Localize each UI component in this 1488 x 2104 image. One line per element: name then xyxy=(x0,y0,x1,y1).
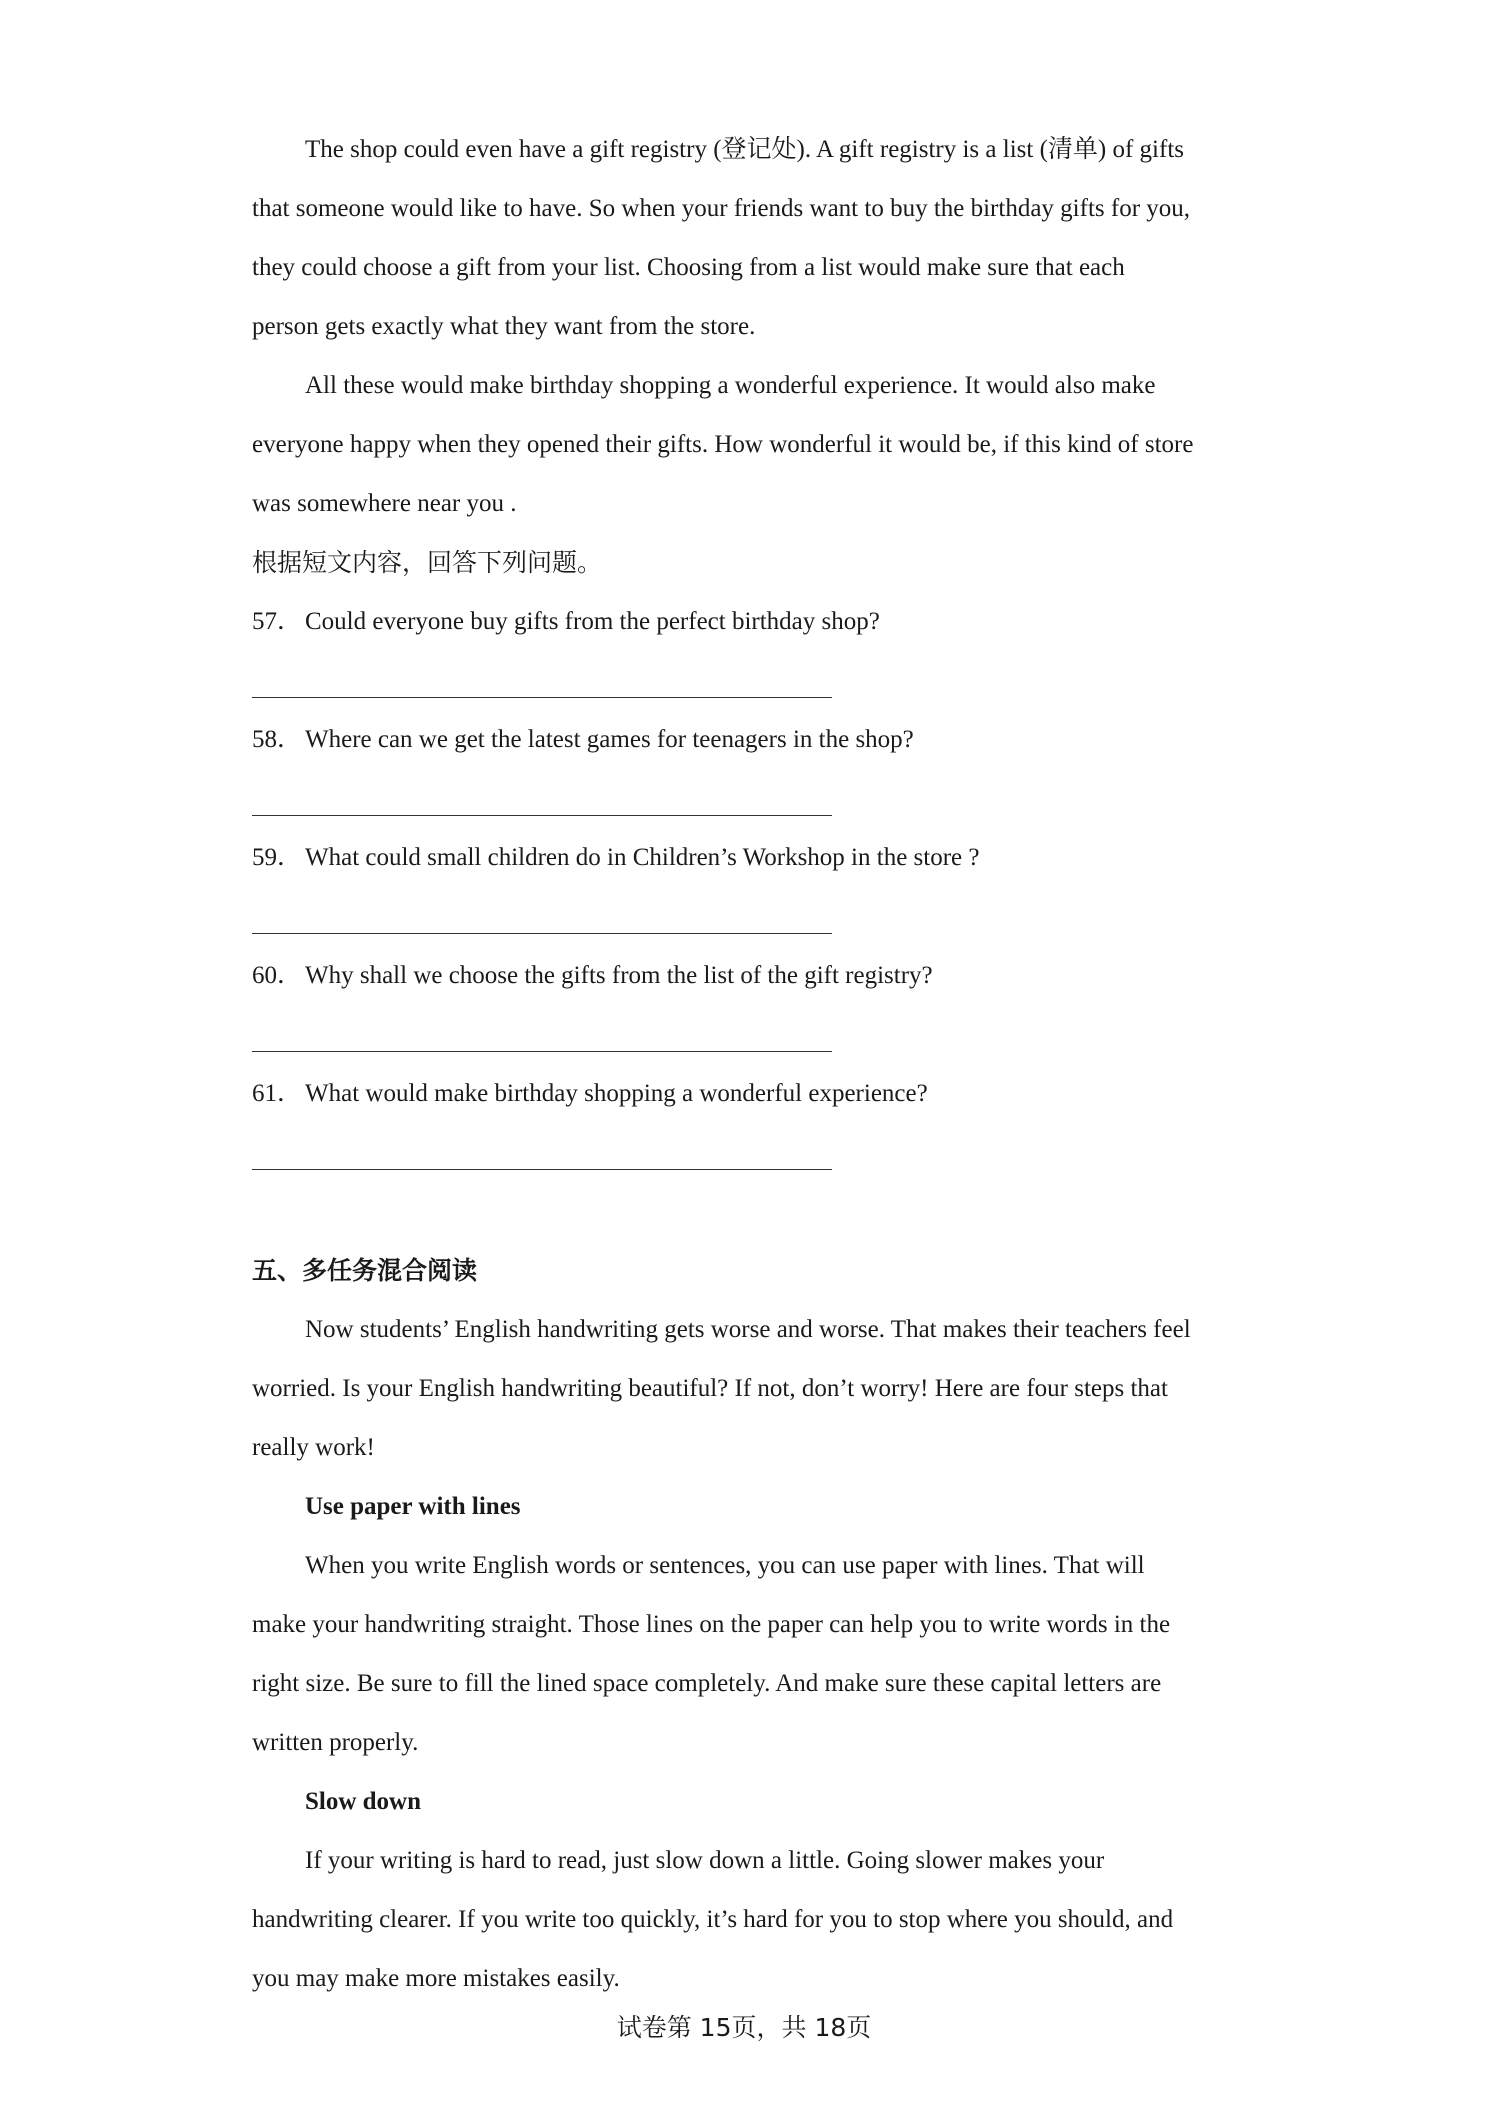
question-text: Where can we get the latest games for teenagers in the shop? xyxy=(305,726,914,753)
question-60 xyxy=(252,946,1252,1064)
text-line: All these would make birthday shopping a wonderful experience. It would also make xyxy=(305,372,1156,399)
section-intro xyxy=(252,1300,1252,1477)
question-59 xyxy=(252,828,1252,946)
question-text: Could everyone buy gifts from the perfect birthday shop? xyxy=(305,608,880,635)
answer-line[interactable] xyxy=(252,1123,832,1182)
text-line: right size. Be sure to fill the lined space completely. And make sure these capital letters are xyxy=(252,1670,1162,1697)
question-58 xyxy=(252,710,1252,828)
text-line: When you write English words or sentences, you can use paper with lines. That will xyxy=(305,1552,1145,1579)
step-heading: Use paper with lines xyxy=(305,1493,521,1520)
question-57 xyxy=(252,592,1252,710)
answer-line[interactable] xyxy=(252,769,832,828)
page-footer: 试卷第 15页，共 18页 xyxy=(616,2013,872,2042)
text-line: worried. Is your English handwriting beautiful? If not, don’t worry! Here are four steps that xyxy=(252,1375,1168,1402)
text-line: they could choose a gift from your list. Choosing from a list would make sure that each xyxy=(252,254,1125,281)
text-line: was somewhere near you . xyxy=(252,490,517,517)
text-line: Now students’ English handwriting gets worse and worse. That makes their teachers feel xyxy=(305,1316,1191,1343)
text-line: make your handwriting straight. Those lines on the paper can help you to write words in the xyxy=(252,1611,1171,1638)
answer-line[interactable] xyxy=(252,651,832,710)
step-heading: Slow down xyxy=(305,1788,422,1815)
passage-paragraph xyxy=(252,356,1252,533)
text-line: really work! xyxy=(252,1434,375,1461)
step-paragraph xyxy=(252,1831,1252,2008)
question-text: What would make birthday shopping a wonderful experience? xyxy=(305,1080,928,1107)
text-line: If your writing is hard to read, just slow down a little. Going slower makes your xyxy=(305,1847,1105,1874)
question-text: Why shall we choose the gifts from the list of the gift registry? xyxy=(305,962,933,989)
text-line: you may make more mistakes easily. xyxy=(252,1965,620,1992)
text-line: written properly. xyxy=(252,1729,419,1756)
passage-paragraph xyxy=(252,120,1252,356)
answer-line[interactable] xyxy=(252,1005,832,1064)
spacer xyxy=(252,1182,1252,1241)
question-61 xyxy=(252,1064,1252,1182)
text-line: handwriting clearer. If you write too quickly, it’s hard for you to stop where you should, and xyxy=(252,1906,1174,1933)
question-number: 57． xyxy=(252,608,303,635)
answer-line[interactable] xyxy=(252,887,832,946)
text-line: The shop could even have a gift registry (登记处). A gift registry is a list (清单) of gifts xyxy=(305,136,1184,163)
question-number: 59． xyxy=(252,844,303,871)
section-title: 五、多任务混合阅读 xyxy=(252,1256,478,1285)
question-number: 61． xyxy=(252,1080,303,1107)
question-number: 60． xyxy=(252,962,303,989)
text-line: everyone happy when they opened their gifts. How wonderful it would be, if this kind of store xyxy=(252,431,1194,458)
text-line: person gets exactly what they want from the store. xyxy=(252,313,756,340)
question-number: 58． xyxy=(252,726,303,753)
text-line: that someone would like to have. So when your friends want to buy the birthday gifts for you, xyxy=(252,195,1191,222)
page-content xyxy=(252,120,1252,2008)
instruction-text: 根据短文内容，回答下列问题。 xyxy=(252,548,603,577)
step-paragraph xyxy=(252,1536,1252,1772)
question-text: What could small children do in Children’s Workshop in the store ? xyxy=(305,844,980,871)
